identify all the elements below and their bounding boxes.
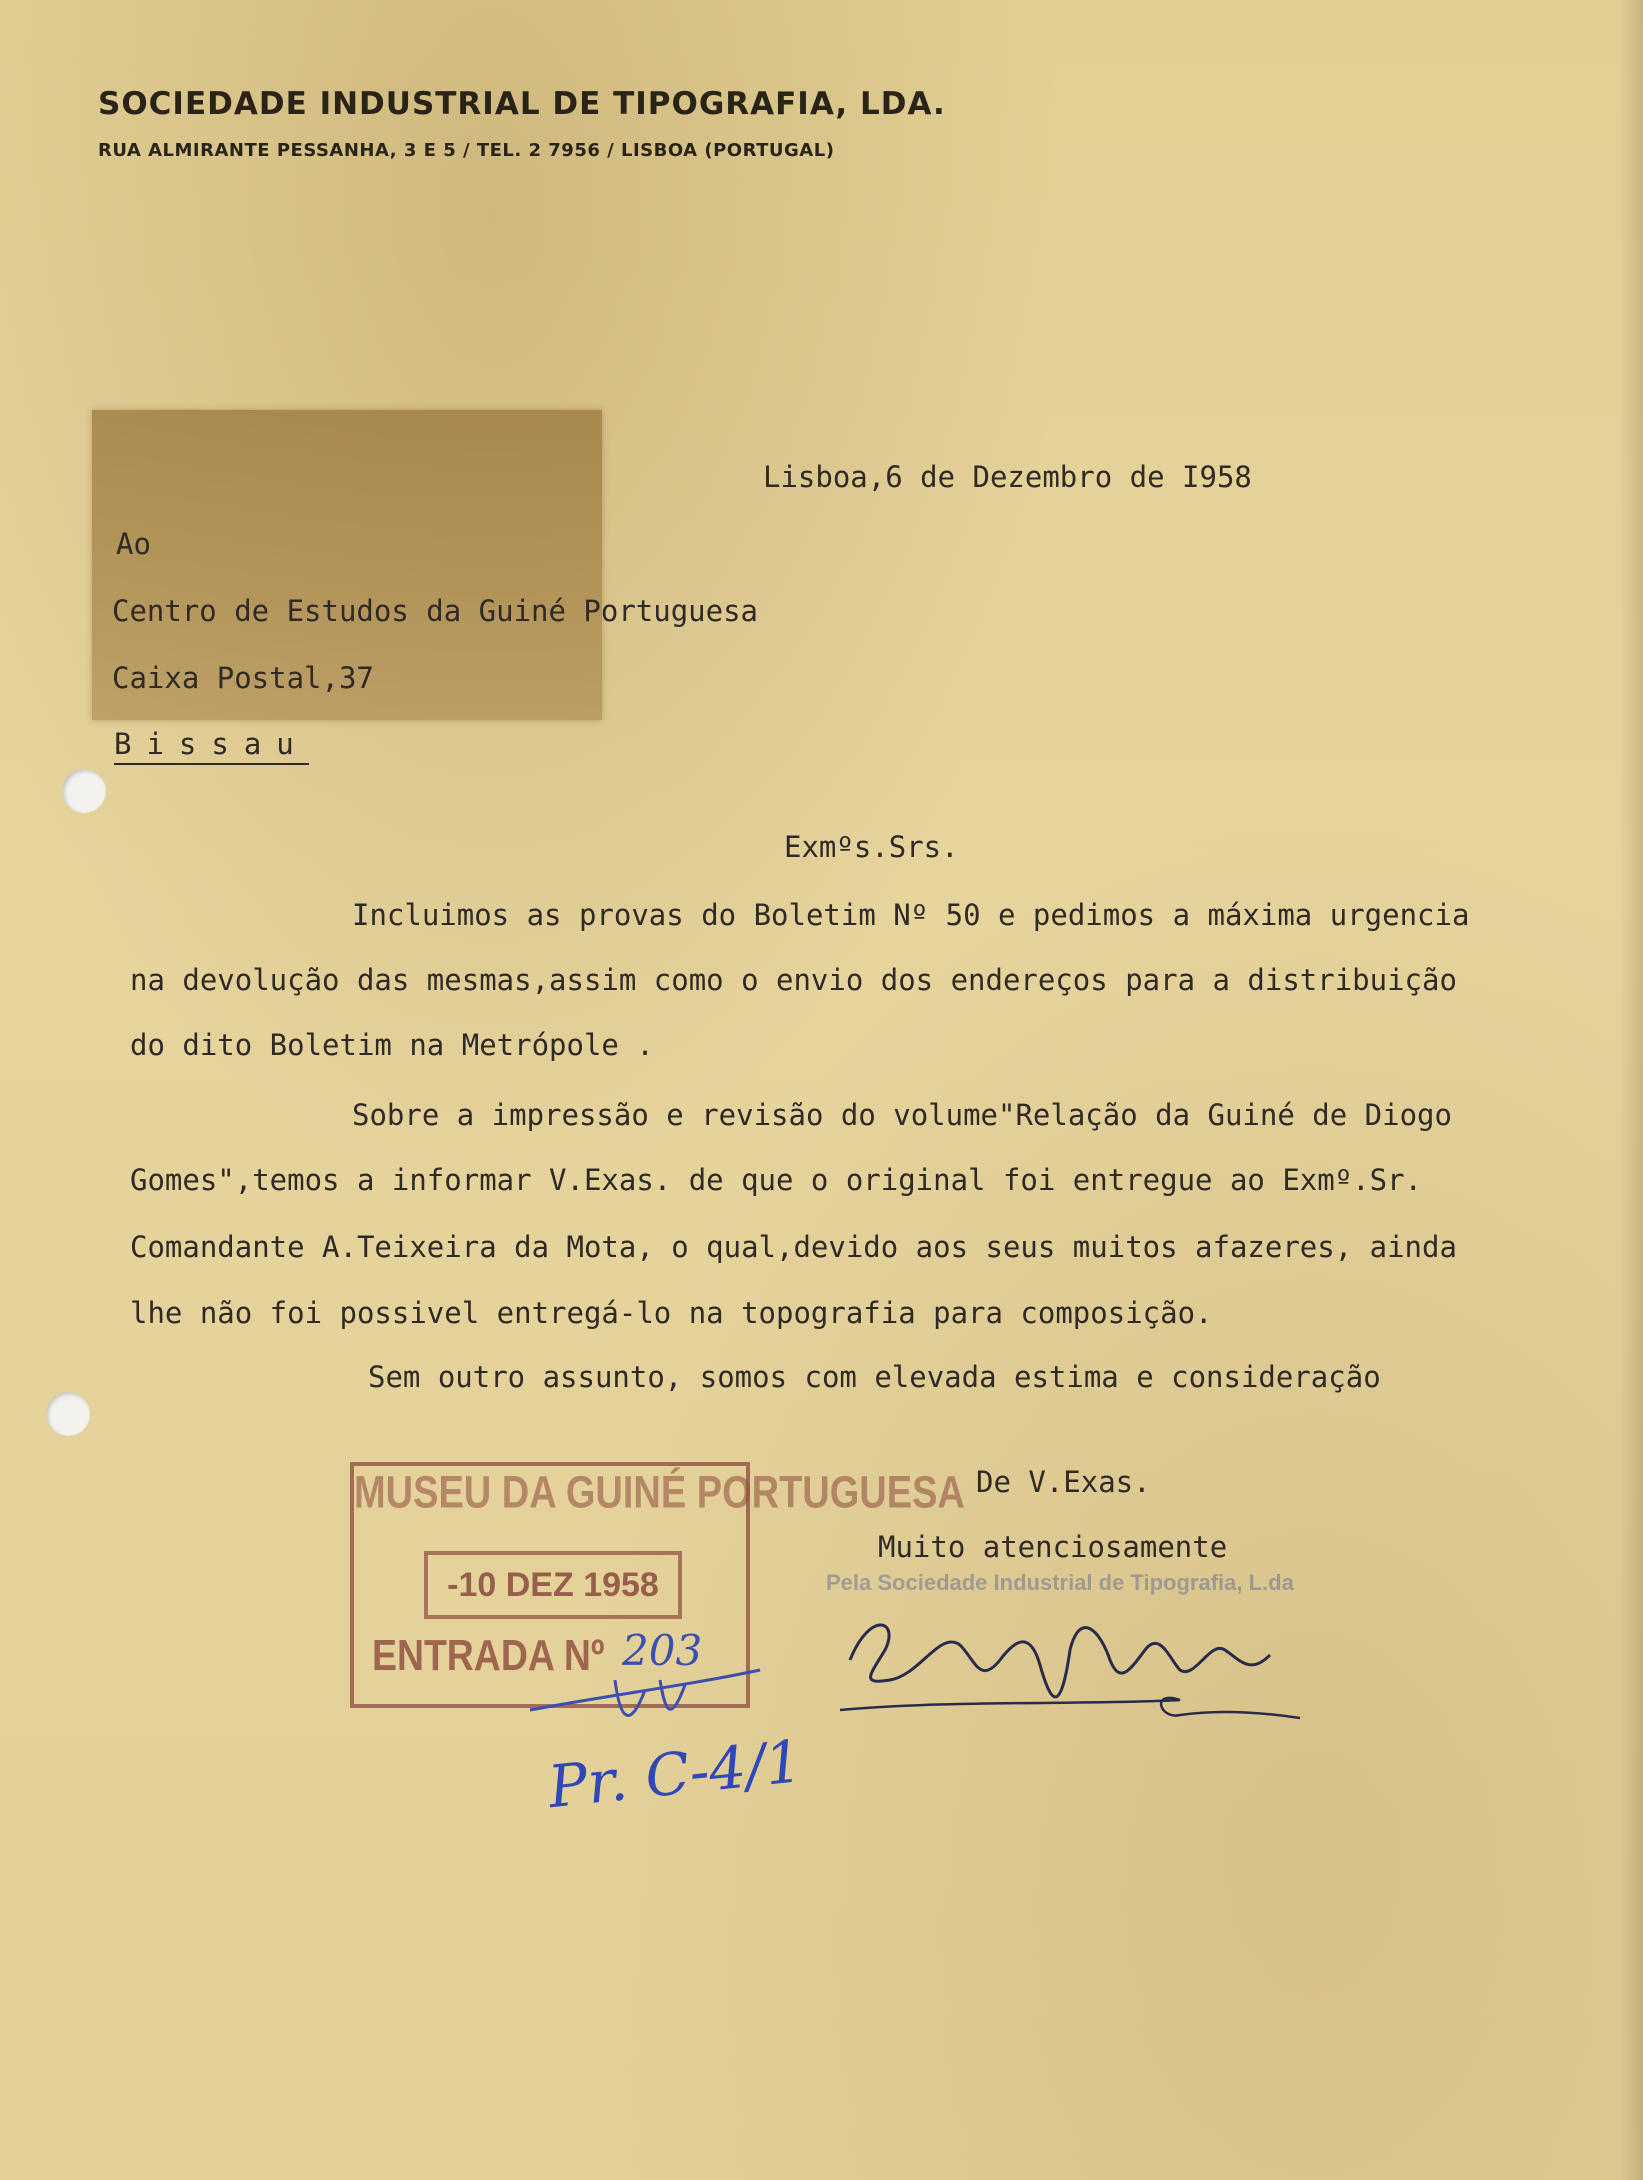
company-stamp: Pela Sociedade Industrial de Tipografia, L.da [826, 1570, 1294, 1595]
closing-de: De V.Exas. [976, 1465, 1151, 1499]
letterhead-address: RUA ALMIRANTE PESSANHA, 3 E 5 / TEL. 2 7956 / LISBOA (PORTUGAL) [98, 140, 835, 161]
recipient-name: Centro de Estudos da Guiné Portuguesa [112, 594, 759, 628]
body-line: do dito Boletim na Metrópole . [130, 1028, 654, 1062]
body-line: Comandante A.Teixeira da Mota, o qual,devido aos seus muitos afazeres, ainda [130, 1230, 1457, 1264]
body-line: Gomes",temos a informar V.Exas. de que o original foi entregue ao Exmº.Sr. [130, 1163, 1423, 1197]
stamp-title: MUSEU DA GUINÉ PORTUGUESA [354, 1467, 965, 1519]
stamp-number: 203 [622, 1626, 703, 1675]
body-line: lhe não foi possivel entregá-lo na topografia para composição. [130, 1296, 1213, 1330]
body-line: Incluimos as provas do Boletim Nº 50 e pedimos a máxima urgencia [352, 898, 1470, 932]
recipient-postal: Caixa Postal,37 [112, 661, 374, 695]
letterhead-company: SOCIEDADE INDUSTRIAL DE TIPOGRAFIA, LDA. [98, 86, 946, 122]
punch-hole-top [62, 769, 106, 813]
paper-edge-shadow [1619, 0, 1643, 2180]
stamp-date: -10 DEZ 1958 [424, 1551, 682, 1619]
closing-muito: Muito atenciosamente [878, 1530, 1228, 1564]
handwritten-strike [520, 1640, 780, 1740]
body-line: na devolução das mesmas,assim como o envio dos endereços para a distribuição [130, 963, 1457, 997]
stamp-entrada: ENTRADA Nº [372, 1631, 605, 1680]
handwritten-reference: Pr. C-4/1 [545, 1726, 806, 1822]
salutation: Exmºs.Srs. [784, 830, 959, 864]
date-line: Lisboa,6 de Dezembro de I958 [763, 460, 1252, 494]
recipient-ao: Ao [116, 527, 151, 561]
body-line: Sobre a impressão e revisão do volume"Relação da Guiné de Diogo [352, 1098, 1452, 1132]
punch-hole-bottom [46, 1392, 90, 1436]
recipient-city: Bissau [114, 727, 309, 765]
body-line: Sem outro assunto, somos com elevada estima e consideração [368, 1360, 1381, 1394]
signature [830, 1590, 1310, 1740]
